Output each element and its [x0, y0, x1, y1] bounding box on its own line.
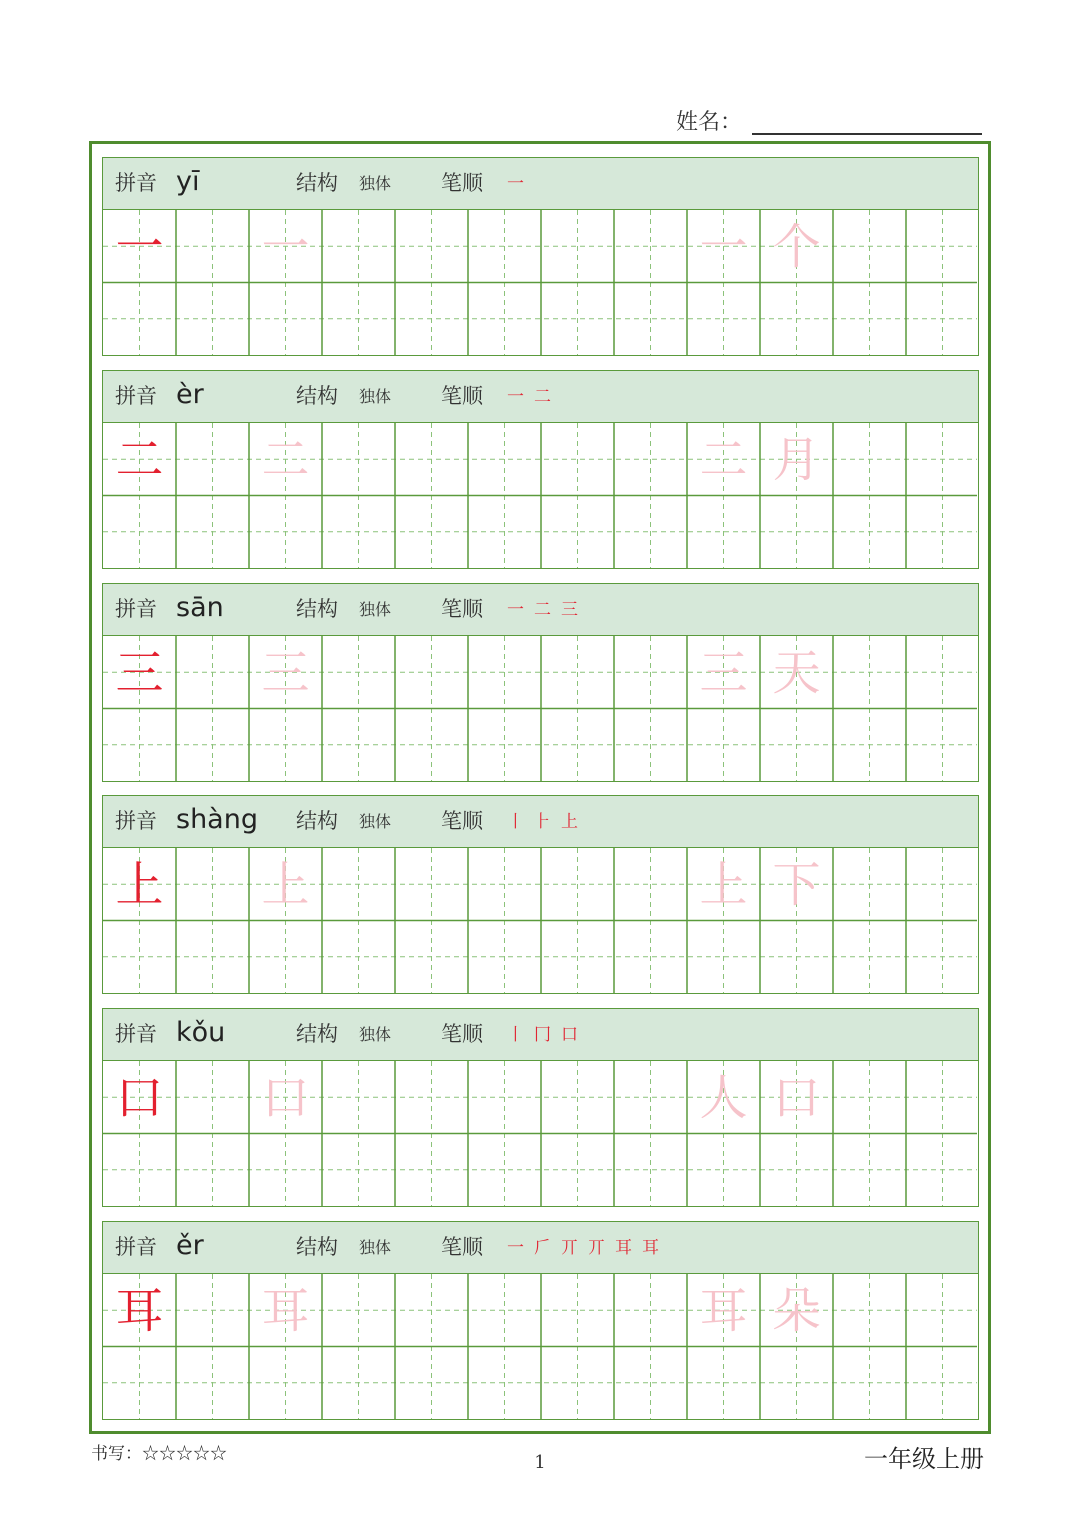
stroke-order-sequence: [507, 595, 578, 625]
stroke-order-sequence: [507, 382, 551, 412]
stroke-order-label: 笔顺: [441, 597, 483, 621]
pinyin-label: 拼音: [115, 809, 157, 833]
block-header: [103, 584, 978, 636]
word-character: 三: [699, 644, 748, 701]
name-label: 姓名：: [676, 110, 743, 135]
stroke-step: 一: [507, 387, 524, 407]
tian-grid[interactable]: [103, 1274, 978, 1419]
block-header: [103, 1222, 978, 1274]
trace-character: 上: [261, 856, 310, 913]
pinyin-label: 拼音: [115, 171, 157, 195]
character-block: [102, 1008, 979, 1207]
block-header: [103, 1009, 978, 1061]
stroke-order-sequence: [507, 807, 578, 837]
model-character: 口: [115, 1069, 164, 1126]
word-character: 口: [772, 1069, 821, 1126]
word-character: 月: [772, 431, 821, 488]
stroke-step: 上: [561, 812, 578, 832]
stroke-order-sequence: [507, 1020, 578, 1050]
model-character: 上: [115, 856, 164, 913]
stroke-step: 丌: [588, 1238, 605, 1258]
pinyin-label: 拼音: [115, 384, 157, 408]
structure-label: 结构: [296, 384, 338, 408]
block-header: [103, 796, 978, 848]
trace-character: 耳: [261, 1282, 310, 1339]
trace-character: 一: [261, 218, 310, 275]
structure-label: 结构: [296, 597, 338, 621]
tian-grid[interactable]: [103, 1061, 978, 1206]
word-character: 朵: [772, 1282, 821, 1339]
structure-value: 独体: [359, 600, 392, 619]
pinyin-value: shàng: [176, 804, 258, 835]
structure-value: 独体: [359, 387, 392, 406]
stroke-step: 口: [561, 1025, 578, 1045]
structure-value: 独体: [359, 1025, 392, 1044]
stroke-order-label: 笔顺: [441, 809, 483, 833]
grade-label: 一年级上册: [864, 1445, 984, 1473]
structure-label: 结构: [296, 1235, 338, 1259]
stroke-step: 三: [561, 600, 578, 620]
block-header: [103, 371, 978, 423]
pinyin-label: 拼音: [115, 1022, 157, 1046]
word-character: 耳: [699, 1282, 748, 1339]
grid-lines: [103, 848, 977, 993]
model-character: 二: [115, 431, 164, 488]
stroke-step: 一: [507, 600, 524, 620]
stroke-order-label: 笔顺: [441, 1022, 483, 1046]
pinyin-value: yī: [176, 166, 200, 197]
stroke-step: 耳: [642, 1238, 659, 1258]
stroke-order-label: 笔顺: [441, 1235, 483, 1259]
grid-lines: [103, 1274, 977, 1419]
stroke-step: 一: [507, 174, 524, 194]
block-header: [103, 158, 978, 210]
trace-character: 三: [261, 644, 310, 701]
word-character: 一: [699, 218, 748, 275]
structure-value: 独体: [359, 812, 392, 831]
trace-character: 二: [261, 431, 310, 488]
stroke-step: 丌: [561, 1238, 578, 1258]
pinyin-value: èr: [176, 379, 204, 410]
stroke-order-sequence: [507, 169, 524, 199]
character-block: [102, 370, 979, 569]
stroke-step: 耳: [615, 1238, 632, 1258]
trace-character: 口: [261, 1069, 310, 1126]
model-character: 耳: [115, 1282, 164, 1339]
structure-value: 独体: [359, 1238, 392, 1257]
pinyin-label: 拼音: [115, 1235, 157, 1259]
character-block: [102, 157, 979, 356]
tian-grid[interactable]: [103, 636, 978, 781]
name-field: [676, 104, 982, 138]
stroke-step: 一: [507, 1238, 524, 1258]
model-character: 一: [115, 218, 164, 275]
page-number: 1: [534, 1452, 546, 1473]
character-block: [102, 583, 979, 782]
pinyin-value: kǒu: [176, 1017, 226, 1048]
stroke-order-sequence: [507, 1233, 659, 1263]
grid-lines: [103, 423, 977, 568]
pinyin-value: ěr: [176, 1230, 204, 1261]
word-character: 个: [772, 218, 821, 275]
structure-label: 结构: [296, 809, 338, 833]
stroke-step: 冂: [534, 1025, 551, 1045]
stroke-step: 二: [534, 600, 551, 620]
grid-lines: [103, 210, 977, 355]
stroke-step: 丨: [507, 1025, 524, 1045]
structure-value: 独体: [359, 174, 392, 193]
word-character: 下: [772, 856, 821, 913]
word-character: 上: [699, 856, 748, 913]
model-character: 三: [115, 644, 164, 701]
grid-lines: [103, 1061, 977, 1206]
structure-label: 结构: [296, 1022, 338, 1046]
word-character: 人: [699, 1069, 748, 1126]
stroke-step: 丨: [507, 812, 524, 832]
name-blank-line[interactable]: [752, 132, 982, 135]
stroke-step: 二: [534, 387, 551, 407]
stroke-step: 𠂆: [534, 1238, 551, 1258]
stroke-step: ⺊: [534, 812, 551, 832]
word-character: 二: [699, 431, 748, 488]
character-block: [102, 1221, 979, 1420]
tian-grid[interactable]: [103, 848, 978, 993]
grid-lines: [103, 636, 977, 781]
structure-label: 结构: [296, 171, 338, 195]
character-block: [102, 795, 979, 994]
pinyin-value: sān: [176, 592, 224, 623]
writing-rating: 书写：☆☆☆☆☆: [91, 1444, 227, 1464]
word-character: 天: [772, 644, 821, 701]
stroke-order-label: 笔顺: [441, 384, 483, 408]
stroke-order-label: 笔顺: [441, 171, 483, 195]
pinyin-label: 拼音: [115, 597, 157, 621]
tian-grid[interactable]: [103, 210, 978, 355]
tian-grid[interactable]: [103, 423, 978, 568]
